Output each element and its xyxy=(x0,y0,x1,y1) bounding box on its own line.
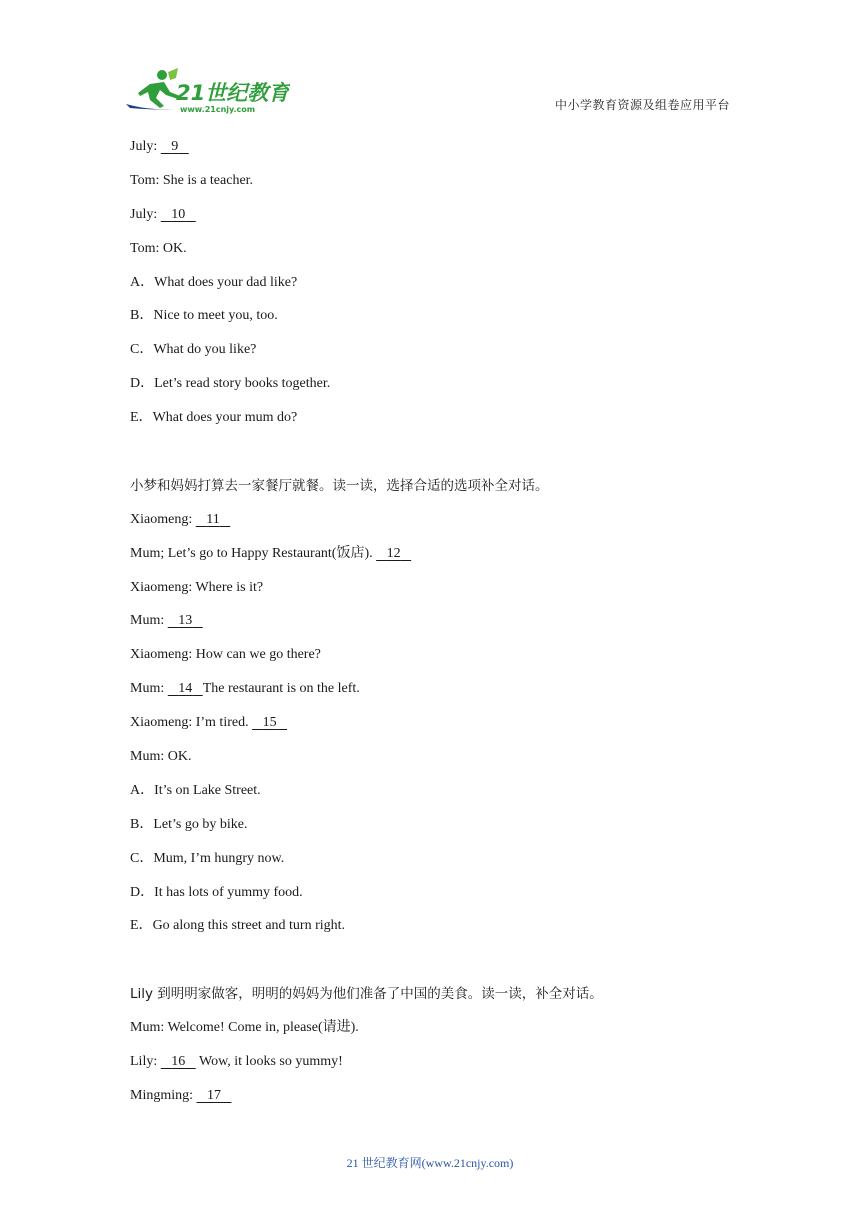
dialogue-line xyxy=(130,575,750,609)
site-logo xyxy=(120,66,290,118)
option-item xyxy=(130,337,750,371)
option-text: What does your dad like? xyxy=(154,274,298,290)
speaker: July: xyxy=(130,206,158,222)
dialogue-line xyxy=(130,642,750,676)
dialogue-line xyxy=(130,676,750,710)
dialogue-text: Where is it? xyxy=(195,579,264,595)
section-gap xyxy=(130,947,750,981)
option-text: Let’s read story books together. xyxy=(154,376,331,392)
option-text: What does your mum do? xyxy=(152,410,298,426)
option-item xyxy=(130,880,750,914)
option-item xyxy=(130,303,750,337)
dialogue-text: I’m tired. xyxy=(195,715,249,731)
page-footer: 21 世纪教育网(www.21cnjy.com) xyxy=(346,1156,514,1170)
option-letter: C． xyxy=(130,850,154,866)
section-instruction: 小梦和妈妈打算去一家餐厅就餐。读一读，选择合适的选项补全对话。 xyxy=(130,477,549,494)
dialogue-text: The restaurant is on the left. xyxy=(202,681,360,697)
dialogue-line xyxy=(130,1015,750,1049)
dialogue-text: She is a teacher. xyxy=(162,172,254,188)
dialogue-text: How can we go there? xyxy=(195,647,321,663)
option-text: Go along this street and turn right. xyxy=(152,918,346,934)
speaker: Mum: xyxy=(130,749,165,765)
platform-tagline: 中小学教育资源及组卷应用平台 xyxy=(554,98,730,112)
option-letter: E． xyxy=(130,410,153,426)
document-body xyxy=(130,134,750,1117)
dialogue-line xyxy=(130,1083,750,1117)
svg-text:21世纪教育: 21世纪教育 xyxy=(176,81,290,105)
option-letter: E． xyxy=(130,918,153,934)
answer-blank: 15 xyxy=(262,715,277,731)
dialogue-text: Let’s go to Happy Restaurant(饭店). xyxy=(167,545,373,561)
option-item xyxy=(130,913,750,947)
answer-blank: 11 xyxy=(206,511,220,527)
option-letter: D． xyxy=(130,884,155,900)
option-text: Let’s go by bike. xyxy=(153,816,248,832)
dialogue-line xyxy=(130,1049,750,1083)
option-item xyxy=(130,778,750,812)
speaker: Xiaomeng: xyxy=(130,715,193,731)
option-item xyxy=(130,405,750,439)
answer-blank: 12 xyxy=(386,545,401,561)
dialogue-text: OK. xyxy=(162,240,187,256)
speaker: Mingming: xyxy=(130,1087,194,1103)
speaker: Mum: xyxy=(130,681,165,697)
answer-blank: 17 xyxy=(207,1087,222,1103)
dialogue-line xyxy=(130,236,750,270)
dialogue-line xyxy=(130,710,750,744)
option-item xyxy=(130,846,750,880)
speaker: Mum: xyxy=(130,1020,165,1036)
section-instruction: Lily 到明明家做客，明明的妈妈为他们准备了中国的美食。读一读，补全对话。 xyxy=(130,986,603,1003)
speaker: Xiaomeng: xyxy=(130,647,193,663)
dialogue-line xyxy=(130,744,750,778)
answer-blank: 13 xyxy=(178,613,193,629)
dialogue-line xyxy=(130,134,750,168)
option-item xyxy=(130,371,750,405)
speaker: Xiaomeng: xyxy=(130,579,193,595)
dialogue-line xyxy=(130,541,750,575)
runner-logo-icon xyxy=(120,66,290,118)
page-header xyxy=(0,0,860,125)
option-item xyxy=(130,812,750,846)
option-item xyxy=(130,270,750,304)
option-text: It’s on Lake Street. xyxy=(154,782,261,798)
option-letter: A． xyxy=(130,274,155,290)
dialogue-text: OK. xyxy=(167,749,192,765)
speaker: Mum; xyxy=(130,545,165,561)
option-letter: B． xyxy=(130,308,154,324)
speaker: Xiaomeng: xyxy=(130,511,193,527)
option-text: Nice to meet you, too. xyxy=(153,308,278,324)
dialogue-line xyxy=(130,507,750,541)
speaker: Tom: xyxy=(130,240,160,256)
option-text: It has lots of yummy food. xyxy=(154,884,303,900)
dialogue-text: Wow, it looks so yummy! xyxy=(195,1054,343,1070)
option-letter: B． xyxy=(130,816,154,832)
option-letter: C． xyxy=(130,342,154,358)
speaker: Tom: xyxy=(130,172,160,188)
option-text: What do you like? xyxy=(153,342,257,358)
answer-blank: 10 xyxy=(171,206,186,222)
option-letter: A． xyxy=(130,782,155,798)
svg-text:www.21cnjy.com: www.21cnjy.com xyxy=(180,105,256,114)
option-letter: D． xyxy=(130,376,155,392)
speaker: Mum: xyxy=(130,613,165,629)
speaker: July: xyxy=(130,139,158,154)
dialogue-line xyxy=(130,608,750,642)
section-gap xyxy=(130,439,750,473)
answer-blank: 14 xyxy=(178,681,193,697)
dialogue-text: Welcome! Come in, please(请进). xyxy=(167,1020,359,1036)
dialogue-line xyxy=(130,168,750,202)
answer-blank: 9 xyxy=(171,139,179,154)
answer-blank: 16 xyxy=(171,1054,186,1070)
speaker: Lily: xyxy=(130,1054,158,1070)
dialogue-line xyxy=(130,202,750,236)
option-text: Mum, I’m hungry now. xyxy=(153,850,285,866)
